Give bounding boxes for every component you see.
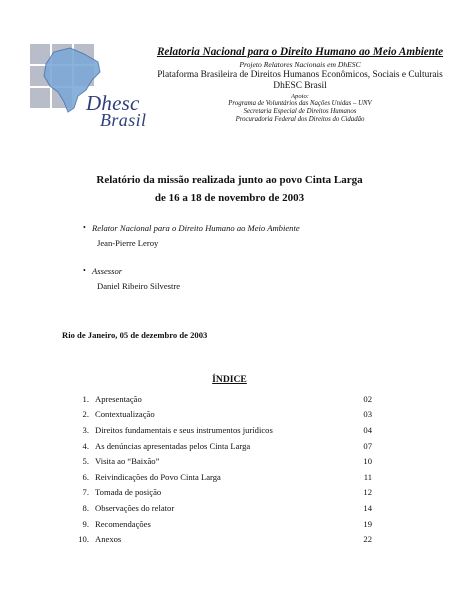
toc-row[interactable] <box>66 485 372 501</box>
toc-row[interactable] <box>66 453 372 469</box>
report-title-line: de 16 a 18 de novembro de 2003 <box>154 192 305 204</box>
toc-page: 19 <box>363 518 372 529</box>
toc-label: Observações do relator <box>95 502 175 513</box>
toc-row[interactable] <box>66 516 372 532</box>
toc-label: Contextualização <box>95 409 155 420</box>
toc-page: 04 <box>363 424 372 435</box>
toc-row[interactable] <box>66 469 372 485</box>
report-title <box>0 171 459 207</box>
letterhead-title: Relatoria Nacional para o Direito Humano ao Meio Ambiente <box>156 46 444 58</box>
letterhead-sponsor: Programa de Voluntários das Nações Unidas – UNV <box>228 100 372 107</box>
toc-number: 5. <box>82 456 89 467</box>
letterhead-platform: Plataforma Brasileira de Direitos Humanos Econômicos, Sociais e Culturais <box>157 70 443 80</box>
toc-label: Direitos fundamentais e seus instrumentos jurídicos <box>95 424 273 435</box>
toc-page: 02 <box>363 393 372 404</box>
toc-number: 7. <box>82 487 89 498</box>
report-title-line: Relatório da missão realizada junto ao povo Cinta Larga <box>96 174 363 186</box>
person-name: Jean-Pierre Leroy <box>97 238 159 248</box>
toc-row[interactable] <box>66 438 372 454</box>
toc-label: Anexos <box>95 534 122 545</box>
toc-number: 6. <box>82 471 89 482</box>
logo-text-brasil: Brasil <box>100 110 147 130</box>
letterhead-sponsor: Secretaria Especial de Direitos Humanos <box>243 108 357 115</box>
place-date: Rio de Janeiro, 05 de dezembro de 2003 <box>62 330 208 340</box>
toc-label: Apresentação <box>95 393 142 404</box>
toc-page: 14 <box>363 502 372 513</box>
logo-text-dhesc: Dhesc <box>86 91 140 115</box>
toc-page: 22 <box>363 534 372 545</box>
letterhead-project: Projeto Relatores Nacionais em DhESC <box>239 60 361 69</box>
toc-number: 10. <box>78 534 89 545</box>
toc-label: Reivindicações do Povo Cinta Larga <box>95 471 221 482</box>
toc-label: As denúncias apresentadas pelos Cinta Larga <box>95 440 251 451</box>
people-list <box>83 223 300 309</box>
toc-row[interactable] <box>66 422 372 438</box>
toc-page: 12 <box>363 487 372 498</box>
toc-label: Tomada de posição <box>95 487 162 498</box>
toc-label: Visita ao “Baixão” <box>95 456 160 467</box>
toc-page: 03 <box>363 409 372 420</box>
letterhead-support-label: Apoio: <box>291 93 309 100</box>
person-role: Relator Nacional para o Direito Humano ao Meio Ambiente <box>92 223 300 233</box>
list-item <box>83 223 300 248</box>
toc-number: 3. <box>82 424 89 435</box>
toc-number: 8. <box>82 502 89 513</box>
toc-number: 1. <box>82 393 89 404</box>
toc-number: 2. <box>82 409 89 420</box>
toc-page: 07 <box>363 440 372 451</box>
toc-page: 10 <box>363 456 372 467</box>
toc-row[interactable] <box>66 500 372 516</box>
person-name: Daniel Ribeiro Silvestre <box>97 281 181 291</box>
bullet-icon: • <box>83 223 86 232</box>
toc-row[interactable] <box>66 391 372 407</box>
toc-number: 4. <box>82 440 89 451</box>
letterhead-org: DhESC Brasil <box>273 81 327 91</box>
toc-row[interactable] <box>66 531 372 547</box>
bullet-icon: • <box>83 266 86 275</box>
dhesc-logo <box>30 44 152 130</box>
toc-page: 11 <box>363 471 372 482</box>
table-of-contents <box>66 391 372 547</box>
person-role: Assessor <box>92 266 123 276</box>
toc-label: Recomendações <box>95 518 151 529</box>
toc-row[interactable] <box>66 407 372 423</box>
letterhead <box>150 46 450 124</box>
list-item <box>83 266 300 291</box>
index-title: ÍNDICE <box>212 374 247 385</box>
toc-number: 9. <box>82 518 89 529</box>
letterhead-sponsor: Procuradoria Federal dos Direitos do Cidadão <box>235 116 365 123</box>
